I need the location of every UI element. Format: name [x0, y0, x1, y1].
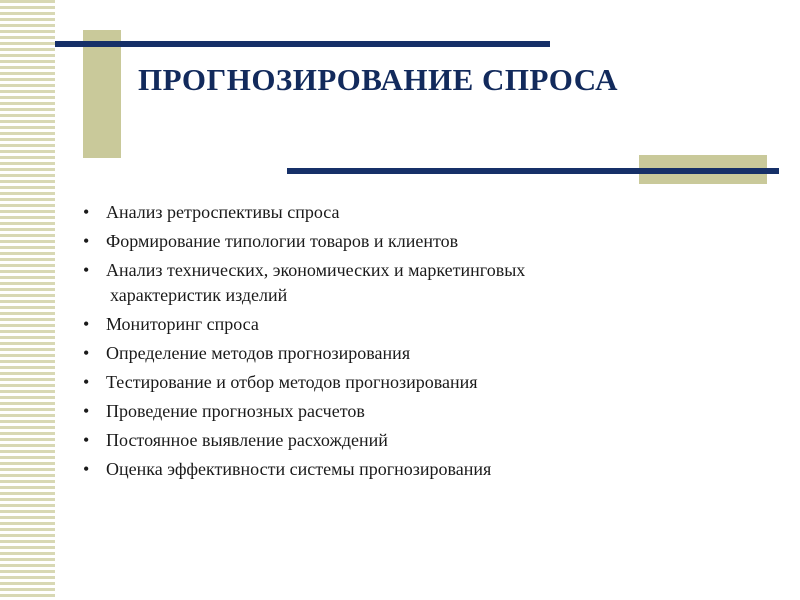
bullet-item — [75, 428, 775, 453]
bullet-icon: • — [83, 401, 90, 421]
slide-title: ПРОГНОЗИРОВАНИЕ СПРОСА — [138, 62, 619, 97]
bullet-item — [75, 200, 775, 225]
bullet-item — [75, 312, 775, 337]
bullet-item — [75, 370, 775, 395]
bullet-icon: • — [83, 459, 90, 479]
bullet-item — [75, 399, 775, 424]
bullet-icon: • — [83, 343, 90, 363]
bullet-item — [75, 457, 775, 482]
bullet-text: Мониторинг спроса — [106, 314, 259, 334]
bullet-text: Анализ ретроспективы спроса — [106, 202, 340, 222]
bullet-list — [75, 200, 775, 486]
bullet-item — [75, 341, 775, 366]
bullet-text-continuation: характеристик изделий — [110, 285, 288, 305]
bullet-icon: • — [83, 260, 90, 280]
bullet-text: Формирование типологии товаров и клиентов — [106, 231, 459, 251]
bullet-text: Тестирование и отбор методов прогнозирования — [106, 372, 478, 392]
bullet-icon: • — [83, 372, 90, 392]
bullet-icon: • — [83, 314, 90, 334]
bullet-text: Анализ технических, экономических и маркетинговых — [106, 260, 526, 280]
bullet-text: Оценка эффективности системы прогнозирования — [106, 459, 492, 479]
bullet-icon: • — [83, 231, 90, 251]
bullet-text: Проведение прогнозных расчетов — [106, 401, 365, 421]
accent-block-top — [83, 30, 121, 158]
title-bar-top — [55, 41, 550, 47]
bullet-icon: • — [83, 202, 90, 222]
bullet-text: Определение методов прогнозирования — [106, 343, 411, 363]
decorative-stripes — [0, 0, 55, 600]
bullet-icon: • — [83, 430, 90, 450]
bullet-text: Постоянное выявление расхождений — [106, 430, 388, 450]
bullet-item — [75, 258, 775, 308]
title-bar-bottom — [287, 168, 779, 174]
bullet-item — [75, 229, 775, 254]
